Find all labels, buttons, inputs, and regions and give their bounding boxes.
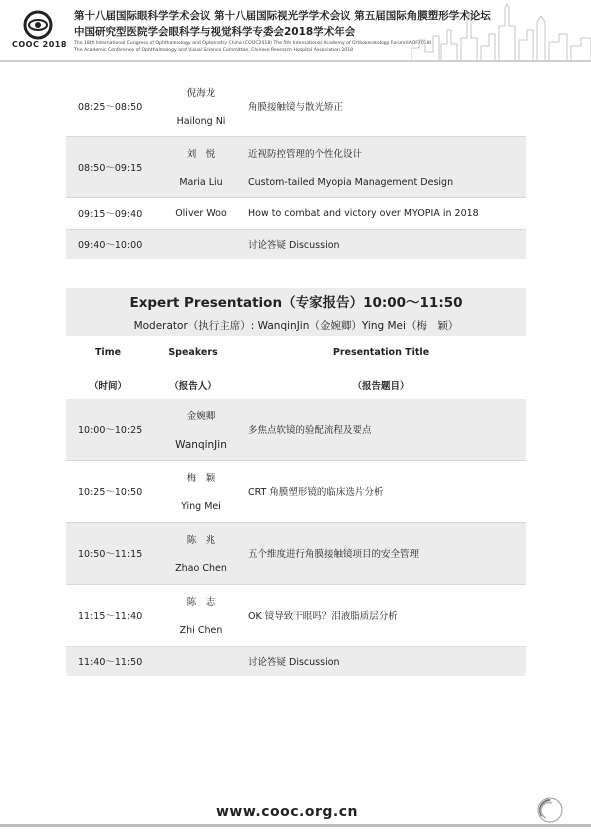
presentation-title: How to combat and victory over MYOPIA in 2018 (236, 197, 526, 229)
table-row (66, 229, 526, 259)
decorative-orb-icon (536, 796, 564, 824)
column-header-speakers: Speakers (168, 347, 218, 358)
session-time: 10:00～10:25 (66, 399, 166, 460)
speaker-name-cn: 金婉卿 (186, 410, 216, 422)
table-row (66, 76, 526, 136)
section-moderator: Moderator（执行主席）: WanqinJin（金婉卿）Ying Mei（梅 颖） (133, 320, 459, 332)
presentation-title-cn: 近视防控管理的个性化设计 (248, 148, 363, 160)
session-time: 10:50～11:15 (66, 522, 166, 584)
speaker-cell (166, 76, 236, 136)
presentation-title: CRT 角膜塑形镜的临床选片分析 (236, 460, 526, 522)
speaker-cell (166, 136, 236, 197)
session-time: 11:40～11:50 (78, 657, 143, 669)
presentation-title: 讨论答疑 Discussion (248, 657, 340, 669)
section-title: Expert Presentation（专家报告）10:00～11:50 (129, 295, 463, 311)
column-header-time-cn: （时间） (88, 381, 127, 392)
column-header-speakers-cn: （报告人） (169, 381, 217, 392)
cooc-logo-icon (18, 10, 58, 40)
speaker-name-en: Hailong Ni (176, 115, 226, 127)
presentation-title: 讨论答疑 Discussion (248, 240, 340, 252)
speaker-name-cn: 倪海龙 (186, 87, 216, 99)
header-title-line-2: 中国研究型医院学会眼科学与视觉科学专委会2018学术年会 (74, 26, 356, 38)
table-row (66, 136, 526, 197)
footer-divider (0, 824, 591, 827)
speaker-name-cn: 陈 兆 (186, 535, 216, 546)
header-subtitle-line-1: The 18th International Congress of Ophthalmology and Optometry China (COOC2018) The 5th International Academy of Orthokeratology Forum(IAOF2018) (74, 41, 432, 46)
logo-text: COOC 2018 (12, 40, 67, 49)
header-subtitle-line-2: The Academic Conference of Ophthalmology and Visual Science Committee, Chinese Research Hospital Association 2018 (74, 48, 354, 53)
header-divider (0, 60, 591, 62)
speaker-name-cn: 刘 悦 (186, 148, 216, 160)
speaker-name-cn: 陈 志 (186, 597, 216, 608)
expert-schedule-table (66, 399, 526, 676)
table-row (66, 646, 526, 676)
table-row (66, 197, 526, 229)
table-row (66, 399, 526, 460)
header-title-line-1: 第十八届国际眼科学学术会议 第十八届国际视光学学术会议 第五届国际角膜塑形学术论坛 (74, 10, 491, 22)
table-row (66, 460, 526, 522)
speaker-name-en: Maria Liu (179, 176, 223, 188)
presentation-title: 角膜接触镜与散光矫正 (236, 76, 526, 136)
table-row (66, 522, 526, 584)
session-time: 09:40～10:00 (78, 240, 143, 252)
city-skyline-icon (411, 0, 591, 62)
speaker-cell (166, 522, 236, 584)
table-row (66, 584, 526, 646)
speaker-name-cn: 梅 颖 (186, 473, 216, 484)
column-header-time: Time (94, 347, 122, 358)
speaker-name-en: Zhao Chen (175, 563, 227, 574)
section-banner (66, 288, 526, 336)
speaker-cell (166, 584, 236, 646)
speaker-name-en: Ying Mei (181, 501, 221, 512)
column-headers (66, 342, 526, 398)
column-header-title-cn: （报告题目） (352, 381, 410, 392)
speaker-name-en: Oliver Woo (166, 197, 236, 229)
speaker-cell (166, 399, 236, 460)
presentation-title-cell (236, 136, 526, 197)
session-time: 10:25～10:50 (66, 460, 166, 522)
presentation-title-en: Custom-tailed Myopia Management Design (248, 176, 454, 188)
speaker-cell (166, 460, 236, 522)
presentation-title: 多焦点软镜的验配流程及要点 (236, 399, 526, 460)
footer-website-link[interactable]: www.cooc.org.cn (216, 804, 359, 820)
session-time: 08:25～08:50 (66, 76, 166, 136)
session-time: 09:15～09:40 (66, 197, 166, 229)
page-header (0, 0, 591, 62)
presentation-title: 五个维度进行角膜接触镜项目的安全管理 (236, 522, 526, 584)
morning-schedule-table (66, 76, 526, 259)
session-time: 08:50～09:15 (66, 136, 166, 197)
speaker-name-en: WanqinJin (175, 438, 227, 451)
session-time: 11:15～11:40 (66, 584, 166, 646)
presentation-title: OK 镜导致干眼吗？泪液脂质层分析 (236, 584, 526, 646)
speaker-name-en: Zhi Chen (179, 625, 223, 636)
column-header-title: Presentation Title (332, 347, 430, 358)
